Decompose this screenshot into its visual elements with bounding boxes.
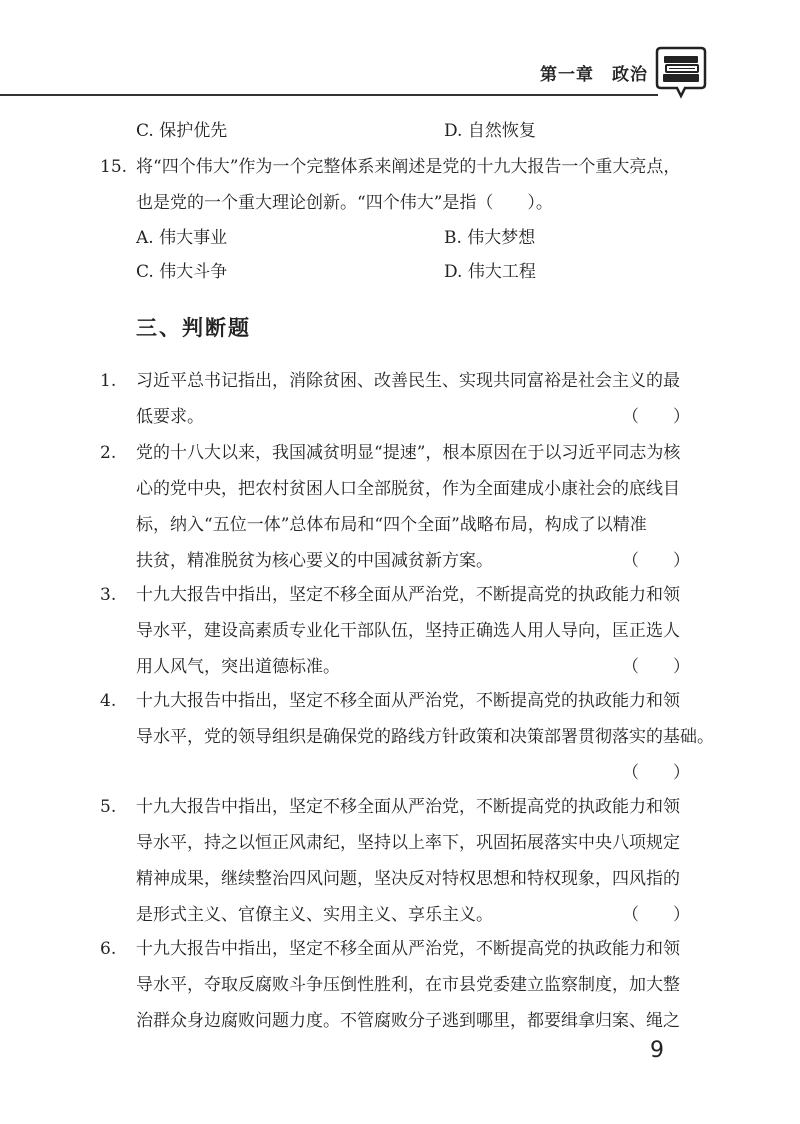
question-line: 也是党的一个重大理论创新。“四个伟大”是指（ ）。 — [136, 193, 553, 213]
question-line: 习近平总书记指出，消除贫困、改善民生、实现共同富裕是社会主义的最 — [136, 371, 680, 391]
question-line: 是形式主义、官僚主义、实用主义、享乐主义。 — [136, 905, 493, 925]
question-number: 3. — [100, 585, 117, 605]
question-line: 心的党中央，把农村贫困人口全部脱贫，作为全面建成小康社会的底线目 — [136, 479, 680, 499]
question-line: 低要求。 — [136, 407, 204, 427]
question-text — [136, 150, 700, 222]
question-line: 十九大报告中指出，坚定不移全面从严治党，不断提高党的执政能力和领 — [136, 939, 680, 959]
question-line: 导水平，夺取反腐败斗争压倒性胜利，在市县党委建立监察制度，加大整 — [136, 975, 680, 995]
section-heading: 三、判断题 — [136, 316, 251, 340]
q15-option-c: C. 伟大斗争 — [136, 262, 228, 282]
page-header — [0, 0, 800, 96]
question-line: 扶贫，精准脱贫为核心要义的中国减贫新方案。 — [136, 551, 493, 571]
question-text — [136, 932, 700, 1040]
page-number: 9 — [650, 1038, 664, 1063]
chapter-title: 第一章 政治 — [540, 65, 648, 85]
q15-option-b: B. 伟大梦想 — [444, 228, 536, 248]
question-line: 党的十八大以来，我国减贫明显“提速”，根本原因在于以习近平同志为核 — [136, 443, 681, 463]
question-line: 十九大报告中指出，坚定不移全面从严治党，不断提高党的执政能力和领 — [136, 797, 680, 817]
answer-parentheses: （ ） — [622, 407, 690, 427]
question-number: 1. — [100, 371, 117, 391]
q15-option-a: A. 伟大事业 — [136, 228, 228, 248]
question-line: 用人风气，突出道德标准。 — [136, 657, 340, 677]
answer-parentheses: （ ） — [622, 763, 690, 783]
question-line: 导水平，持之以恒正风肃纪，坚持以上率下，巩固拓展落实中央八项规定 — [136, 833, 680, 853]
question-text — [136, 364, 700, 436]
question-number: 6. — [100, 939, 117, 959]
answer-parentheses: （ ） — [622, 657, 690, 677]
question-text — [136, 578, 700, 686]
question-line: 十九大报告中指出，坚定不移全面从严治党，不断提高党的执政能力和领 — [136, 585, 680, 605]
question-line: 导水平，党的领导组织是确保党的路线方针政策和决策部署贯彻落实的基础。 — [136, 727, 714, 747]
books-icon — [655, 44, 707, 100]
question-number: 5. — [100, 797, 117, 817]
question-text — [136, 436, 700, 580]
header-rule — [0, 94, 658, 96]
question-line: 导水平，建设高素质专业化干部队伍，坚持正确选人用人导向，匡正选人 — [136, 621, 680, 641]
answer-parentheses: （ ） — [622, 551, 690, 571]
question-line: 标，纳入“五位一体”总体布局和“四个全面”战略布局，构成了以精准 — [136, 515, 647, 535]
question-line: 十九大报告中指出，坚定不移全面从严治党，不断提高党的执政能力和领 — [136, 691, 680, 711]
question-line: 精神成果，继续整治四风问题，坚决反对特权思想和特权现象，四风指的 — [136, 869, 680, 889]
answer-parentheses: （ ） — [622, 905, 690, 925]
question-line: 治群众身边腐败问题力度。不管腐败分子逃到哪里，都要缉拿归案、绳之 — [136, 1011, 680, 1031]
question-line: 将“四个伟大”作为一个完整体系来阐述是党的十九大报告一个重大亮点， — [136, 157, 681, 177]
q15-option-d: D. 伟大工程 — [444, 262, 536, 282]
q14-option-c: C. 保护优先 — [136, 121, 228, 141]
question-number: 15. — [100, 157, 128, 177]
question-number: 2. — [100, 443, 117, 463]
question-number: 4. — [100, 691, 117, 711]
question-text — [136, 790, 700, 934]
question-text — [136, 684, 714, 756]
q14-option-d: D. 自然恢复 — [444, 121, 536, 141]
